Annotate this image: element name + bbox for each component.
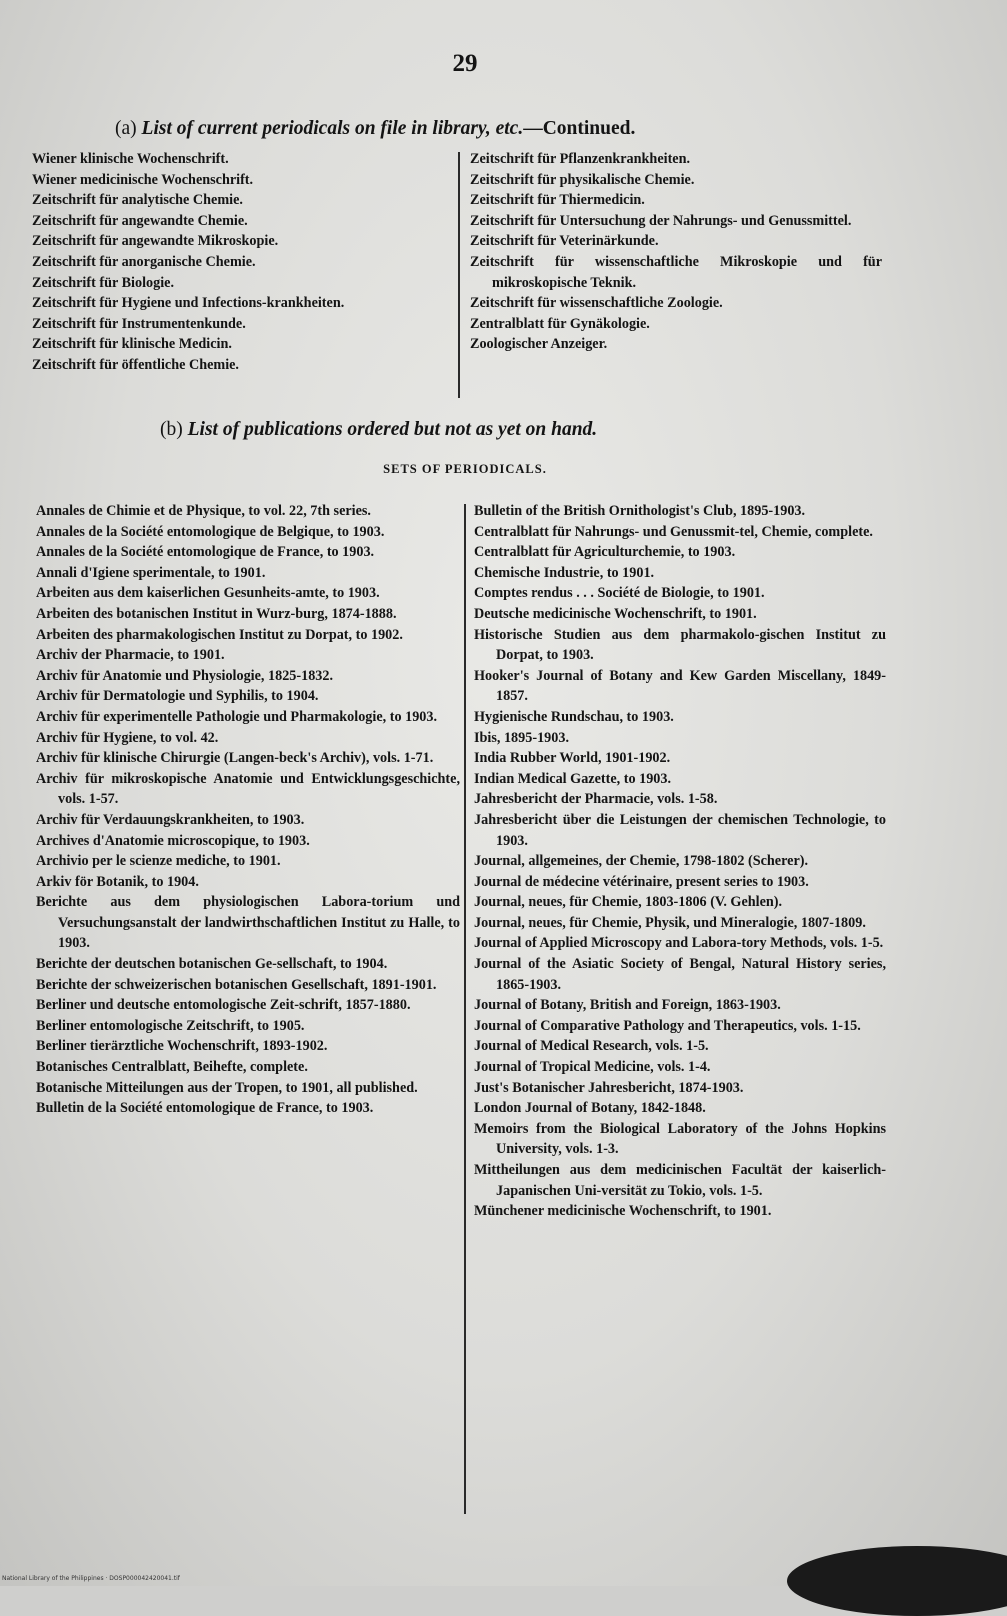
list-item: Zeitschrift für Veterinärkunde. [470, 233, 659, 250]
list-item: Jahresbericht über die Leistungen der chemischen Technologie, to 1903. [474, 811, 886, 849]
list-item: Centralblatt für Agriculturchemie, to 1903. [474, 544, 736, 561]
list-item: Zeitschrift für angewandte Chemie. [32, 212, 248, 229]
list-item: Just's Botanischer Jahresbericht, 1874-1903. [474, 1079, 744, 1096]
column-divider [464, 504, 466, 1514]
list-item: Journal de médecine vétérinaire, present series to 1903. [474, 873, 809, 890]
section-a-tag: (a) [115, 118, 137, 139]
list-item: Archiv für experimentelle Pathologie und Pharmakologie, to 1903. [36, 708, 438, 725]
list-item: Historische Studien aus dem pharmakolo-gischen Institut zu Dorpat, to 1903. [474, 626, 886, 664]
list-item: Indian Medical Gazette, to 1903. [474, 770, 672, 787]
list-item: London Journal of Botany, 1842-1848. [474, 1100, 706, 1117]
list-item: Bulletin de la Société entomologique de France, to 1903. [36, 1100, 374, 1117]
list-item: Berliner tierärztliche Wochenschrift, 1893-1902. [36, 1038, 328, 1055]
list-item: Zeitschrift für wissenschaftliche Mikroskopie und für mikroskopische Teknik. [470, 253, 882, 291]
list-item: Journal of Medical Research, vols. 1-5. [474, 1038, 709, 1055]
list-item: Berichte der deutschen botanischen Ge-sellschaft, to 1904. [36, 956, 388, 973]
list-item: Berliner und deutsche entomologische Zeit-schrift, 1857-1880. [36, 997, 411, 1014]
list-item: Zeitschrift für wissenschaftliche Zoologie. [470, 295, 723, 312]
list-item: Chemische Industrie, to 1901. [474, 564, 655, 581]
section-a-continued: —Continued. [523, 118, 636, 139]
list-item: Archiv der Pharmacie, to 1901. [36, 647, 225, 664]
list-item: Münchener medicinische Wochenschrift, to 1901. [474, 1203, 772, 1220]
list-item: Zeitschrift für Instrumentenkunde. [32, 315, 246, 332]
list-item: Zeitschrift für öffentliche Chemie. [32, 356, 239, 373]
section-b-title: List of publications ordered but not as yet on hand. [187, 419, 598, 440]
section-a-title: List of current periodicals on file in library, etc. [141, 118, 524, 139]
list-item: Zeitschrift für Biologie. [32, 274, 174, 291]
list-item: Ibis, 1895-1903. [474, 729, 569, 746]
scan-shadow [787, 1546, 1007, 1616]
list-item: Archiv für Verdauungskrankheiten, to 1903. [36, 811, 305, 828]
list-item: Journal, allgemeines, der Chemie, 1798-1802 (Scherer). [474, 853, 809, 870]
list-item: Zeitschrift für Untersuchung der Nahrungs- und Genussmittel. [470, 212, 852, 229]
list-item: Archiv für mikroskopische Anatomie und Entwicklungsgeschichte, vols. 1-57. [36, 770, 460, 808]
list-item: Arbeiten des pharmakologischen Institut zu Dorpat, to 1902. [36, 626, 403, 643]
list-item: Memoirs from the Biological Laboratory of the Johns Hopkins University, vols. 1-3. [474, 1120, 886, 1158]
list-item: Mittheilungen aus dem medicinischen Facultät der kaiserlich-Japanischen Uni-versität zu Tokio, vols. 1-5. [474, 1162, 886, 1199]
list-item: Archiv für Hygiene, to vol. 42. [36, 729, 219, 746]
list-item: Zeitschrift für analytische Chemie. [32, 192, 243, 209]
list-item: Berichte aus dem physiologischen Labora-torium und Versuchungsanstalt der landwirthschaftlichen Institut zu Halle, to 1903. [36, 894, 460, 952]
list-item: Annales de Chimie et de Physique, to vol. 22, 7th series. [36, 503, 371, 519]
list-item: Archiv für Anatomie und Physiologie, 1825-1832. [36, 667, 334, 684]
list-item: Berichte der schweizerischen botanischen Gesellschaft, 1891-1901. [36, 976, 437, 993]
list-item: Zeitschrift für klinische Medicin. [32, 336, 232, 353]
list-item: Archives d'Anatomie microscopique, to 1903. [36, 832, 310, 849]
section-b-tag: (b) [160, 419, 183, 440]
list-item: Centralblatt für Nahrungs- und Genussmit-tel, Chemie, complete. [474, 523, 873, 540]
list-item: Archivio per le scienze mediche, to 1901. [36, 853, 281, 870]
list-item: Wiener medicinische Wochenschrift. [32, 171, 254, 188]
list-item: Botanische Mitteilungen aus der Tropen, to 1901, all published. [36, 1079, 418, 1096]
list-item: Arbeiten aus dem kaiserlichen Gesunheits-amte, to 1903. [36, 585, 380, 602]
list-item: Annales de la Société entomologique de France, to 1903. [36, 544, 375, 561]
list-item: Annales de la Société entomologique de Belgique, to 1903. [36, 523, 385, 540]
list-item: Zeitschrift für physikalische Chemie. [470, 171, 695, 188]
ordered-publications-right-column [474, 501, 886, 1222]
list-item: Botanisches Centralblatt, Beihefte, complete. [36, 1059, 308, 1076]
list-item: Zeitschrift für Hygiene und Infections-krankheiten. [32, 295, 345, 312]
list-item: Deutsche medicinische Wochenschrift, to 1901. [474, 605, 757, 622]
scan-footer: National Library of the Philippines · DOSP000042420041.tif [2, 1575, 180, 1582]
list-item: Archiv für klinische Chirurgie (Langen-beck's Archiv), vols. 1-71. [36, 750, 434, 767]
list-item: India Rubber World, 1901-1902. [474, 750, 671, 767]
list-item: Jahresbericht der Pharmacie, vols. 1-58. [474, 791, 718, 808]
list-item: Zentralblatt für Gynäkologie. [470, 315, 650, 332]
list-item: Arkiv för Botanik, to 1904. [36, 873, 199, 890]
list-item: Zoologischer Anzeiger. [470, 336, 608, 353]
section-a-heading [115, 118, 815, 140]
list-item: Archiv für Dermatologie und Syphilis, to 1904. [36, 688, 319, 705]
list-item: Journal of Tropical Medicine, vols. 1-4. [474, 1059, 711, 1076]
list-item: Berliner entomologische Zeitschrift, to 1905. [36, 1017, 305, 1034]
list-item: Zeitschrift für Pflanzenkrankheiten. [470, 151, 691, 167]
list-item: Comptes rendus . . . Société de Biologie, to 1901. [474, 585, 765, 602]
list-item: Journal of Comparative Pathology and Therapeutics, vols. 1-15. [474, 1017, 861, 1034]
list-item: Hygienische Rundschau, to 1903. [474, 708, 674, 725]
list-item: Journal, neues, für Chemie, 1803-1806 (V. Gehlen). [474, 894, 783, 911]
list-item: Arbeiten des botanischen Institut in Wurz-burg, 1874-1888. [36, 605, 397, 622]
list-item: Bulletin of the British Ornithologist's Club, 1895-1903. [474, 503, 806, 519]
page-number: 29 [452, 50, 478, 77]
column-divider [458, 152, 460, 398]
list-item: Zeitschrift für angewandte Mikroskopie. [32, 233, 279, 250]
list-item: Zeitschrift für anorganische Chemie. [32, 253, 256, 270]
current-periodicals-right-column [470, 149, 882, 355]
list-item: Annali d'Igiene sperimentale, to 1901. [36, 564, 266, 581]
list-item: Journal of the Asiatic Society of Bengal, Natural History series, 1865-1903. [474, 956, 886, 993]
list-item: Journal of Botany, British and Foreign, 1863-1903. [474, 997, 781, 1014]
list-item: Zeitschrift für Thiermedicin. [470, 192, 645, 209]
sets-of-periodicals-heading: SETS OF PERIODICALS. [383, 462, 547, 476]
list-item: Journal of Applied Microscopy and Labora-tory Methods, vols. 1-5. [474, 935, 884, 952]
list-item: Hooker's Journal of Botany and Kew Garden Miscellany, 1849-1857. [474, 667, 886, 705]
list-item: Wiener klinische Wochenschrift. [32, 151, 229, 167]
section-b-heading [160, 419, 800, 441]
list-item: Journal, neues, für Chemie, Physik, und Mineralogie, 1807-1809. [474, 914, 866, 931]
ordered-publications-left-column [36, 501, 460, 1119]
current-periodicals-left-column [32, 149, 450, 376]
